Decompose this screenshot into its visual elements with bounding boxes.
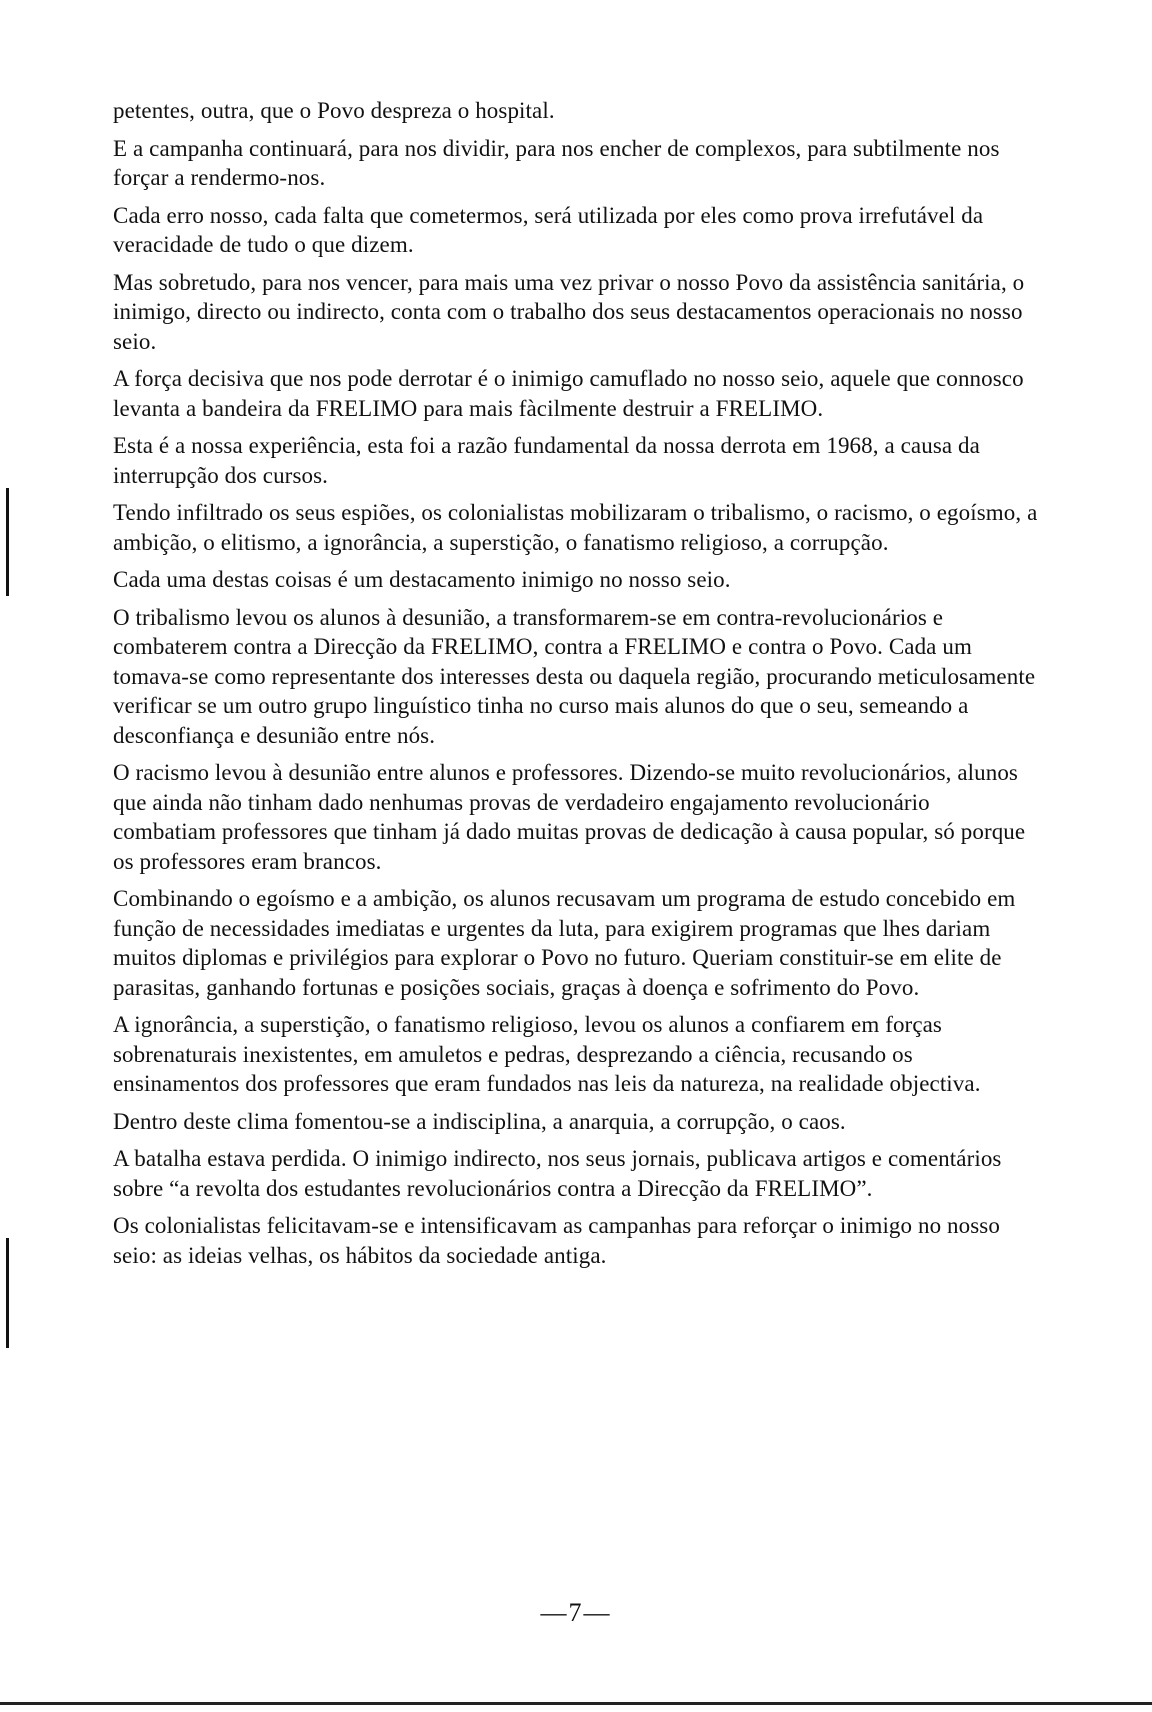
scan-margin-mark bbox=[6, 488, 9, 596]
paragraph: A batalha estava perdida. O inimigo indirecto, nos seus jornais, publicava artigos e comentários sobre “a revolta dos estudantes revolucionários contra a Direcção da FRELIMO”. bbox=[113, 1146, 1002, 1201]
paragraph: Dentro deste clima fomentou-se a indisciplina, a anarquia, a corrupção, o caos. bbox=[113, 1108, 846, 1134]
paragraph: Esta é a nossa experiência, esta foi a razão fundamental da nossa derrota em 1968, a causa da interrupção dos cursos. bbox=[113, 433, 980, 488]
body-text bbox=[113, 96, 1038, 1278]
paragraph: Mas sobretudo, para nos vencer, para mais uma vez privar o nosso Povo da assistência sanitária, o inimigo, directo ou indirecto, conta com o trabalho dos seus destacamentos operacionais no nosso seio. bbox=[113, 269, 1025, 354]
paragraph: E a campanha continuará, para nos dividir, para nos encher de complexos, para subtilmente nos forçar a rendermo-nos. bbox=[113, 135, 1000, 190]
paragraph: petentes, outra, que o Povo despreza o hospital. bbox=[113, 98, 555, 123]
scan-margin-mark bbox=[6, 1238, 9, 1348]
paragraph: Os colonialistas felicitavam-se e intensificavam as campanhas para reforçar o inimigo no nosso seio: as ideias velhas, os hábitos da sociedade antiga. bbox=[113, 1213, 1000, 1268]
paragraph: A força decisiva que nos pode derrotar é o inimigo camuflado no nosso seio, aquele que connosco levanta a bandeira da FRELIMO para mais fàcilmente destruir a FRELIMO. bbox=[113, 366, 1024, 421]
footer-rule bbox=[0, 1702, 1152, 1705]
paragraph: O racismo levou à desunião entre alunos e professores. Dizendo-se muito revolucionários, alunos que ainda não tinham dado nenhumas provas de verdadeiro engajamento revolucionário combatiam professores que tinham já dado muitas provas de dedicação à causa popular, só porque os professores eram brancos. bbox=[113, 760, 1026, 874]
paragraph: Tendo infiltrado os seus espiões, os colonialistas mobilizaram o tribalismo, o racismo, o egoísmo, a ambição, o elitismo, a ignorância, a superstição, o fanatismo religioso, a corrupção. bbox=[113, 500, 1038, 555]
paragraph: A ignorância, a superstição, o fanatismo religioso, levou os alunos a confiarem em forças sobrenaturais inexistentes, em amuletos e pedras, desprezando a ciência, recusando os ensinamentos dos professores que eram fundados nas leis da natureza, na realidade objectiva. bbox=[113, 1012, 981, 1096]
paragraph: O tribalismo levou os alunos à desunião, a transformarem-se em contra-revolucionários e combaterem contra a Direcção da FRELIMO, contra a FRELIMO e contra o Povo. Cada um tomava-se como representante dos interesses desta ou daquela região, procurando meticulosamente verificar se um outro grupo linguístico tinha no curso mais alunos do que o seu, semeando a desconfiança e desunião entre nós. bbox=[113, 604, 1036, 748]
paragraph: Combinando o egoísmo e a ambição, os alunos recusavam um programa de estudo concebido em função de necessidades imediatas e urgentes da luta, para exigirem programas que lhes dariam muitos diplomas e privilégios para explorar o Povo no futuro. Queriam constituir-se em elite de parasitas, ganhando fortunas e posições sociais, graças à doença e sofrimento do Povo. bbox=[113, 886, 1016, 1000]
page-number: —7— bbox=[540, 1598, 612, 1627]
paragraph: Cada erro nosso, cada falta que cometermos, será utilizada por eles como prova irrefutável da veracidade de tudo o que dizem. bbox=[113, 202, 984, 257]
paragraph: Cada uma destas coisas é um destacamento inimigo no nosso seio. bbox=[113, 567, 731, 592]
